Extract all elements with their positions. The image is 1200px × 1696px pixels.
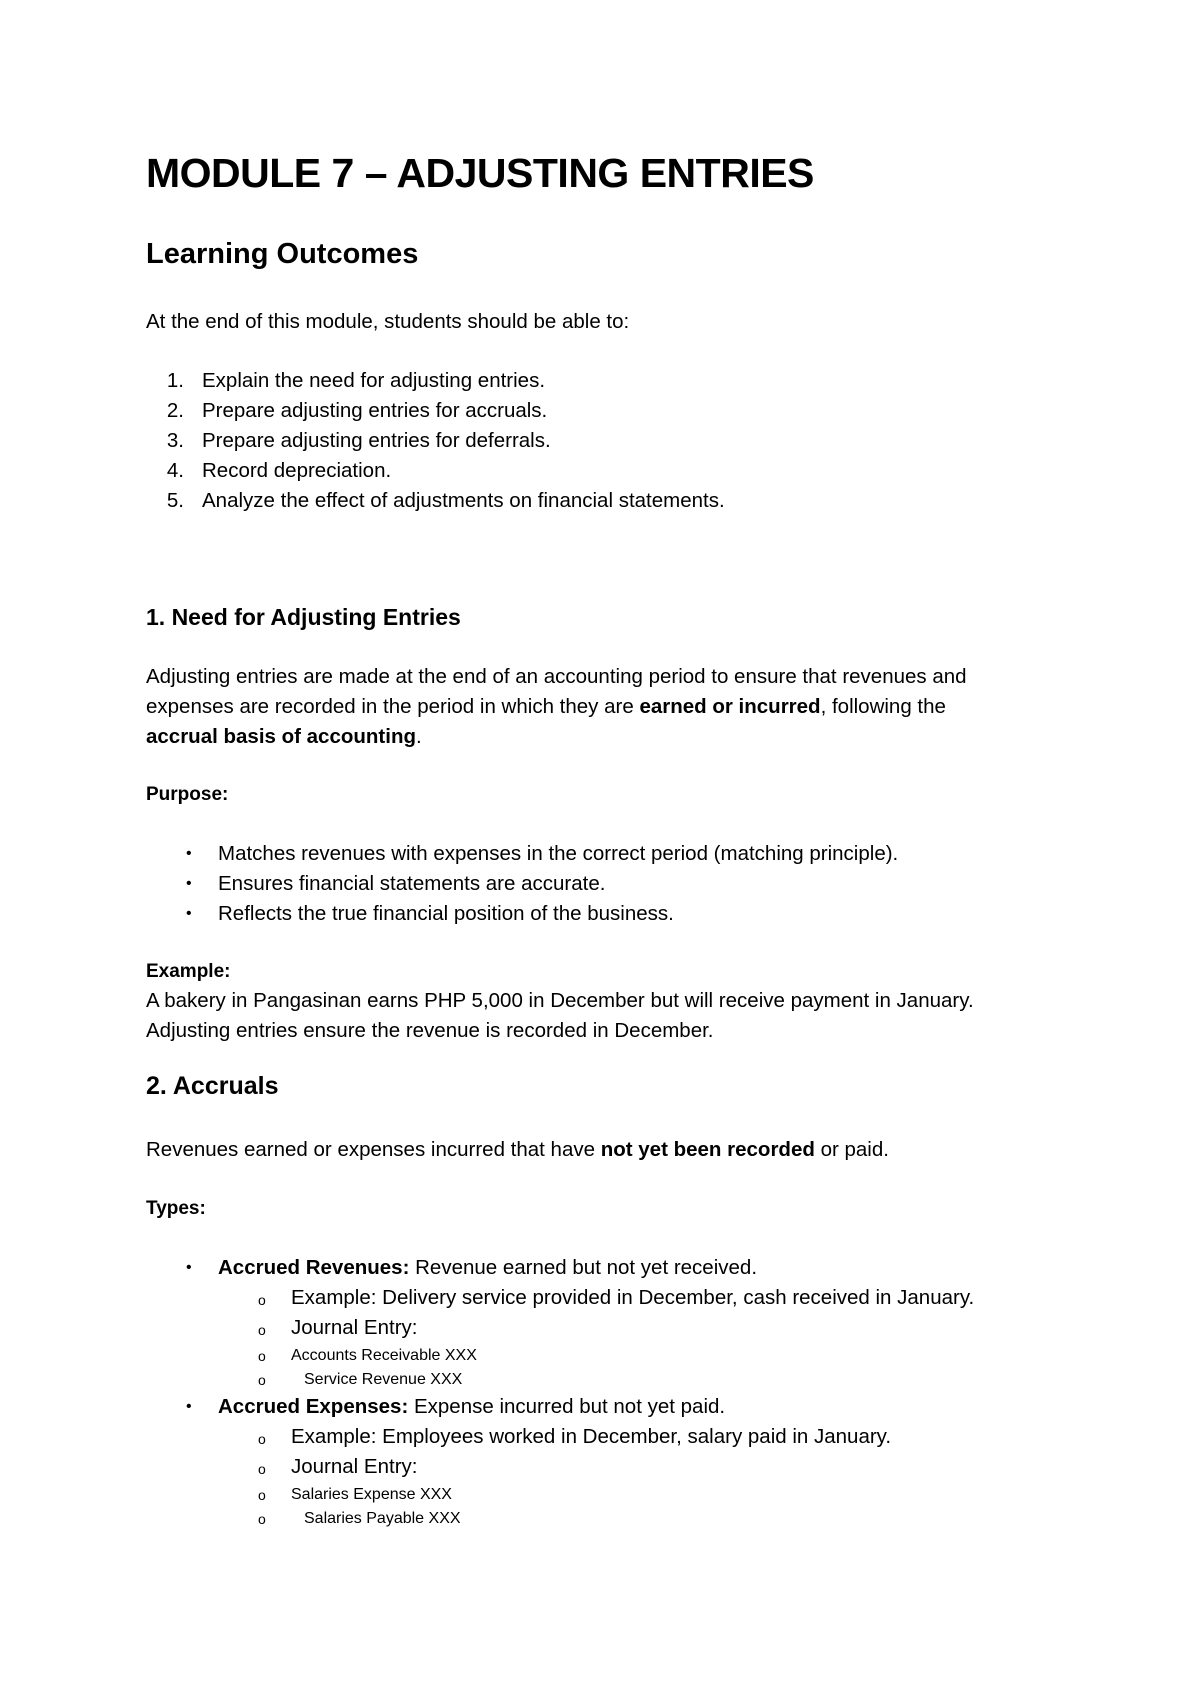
list-item: o Journal Entry: [146, 1452, 891, 1482]
bullet-icon: • [186, 1398, 192, 1415]
list-item: 2. Prepare adjusting entries for accruals. [166, 399, 548, 422]
accrued-expenses-entries [146, 1483, 461, 1531]
list-item: • Ensures financial statements are accurate. [146, 869, 1146, 899]
accrued-revenues-item: • Accrued Revenues: Revenue earned but not yet received. [146, 1253, 757, 1283]
circle-bullet-icon: o [258, 1431, 266, 1447]
circle-bullet-icon: o [258, 1292, 266, 1308]
purpose-list [146, 839, 1146, 929]
types-label: Types: [146, 1198, 206, 1219]
bullet-icon: • [186, 1259, 192, 1276]
circle-bullet-icon: o [258, 1348, 266, 1364]
outcomes-list [146, 366, 725, 516]
bullet-icon: • [186, 875, 192, 892]
section2-paragraph: Revenues earned or expenses incurred that have not yet been recorded or paid. [146, 1138, 889, 1161]
list-item: • Reflects the true financial position of the business. [146, 899, 1146, 929]
circle-bullet-icon: o [258, 1372, 266, 1388]
example-text: A bakery in Pangasinan earns PHP 5,000 in December but will receive payment in January. Adjusting entries ensure the revenue is recorded in December. [146, 989, 974, 1042]
list-item: o Example: Employees worked in December, salary paid in January. [146, 1422, 891, 1452]
learning-outcomes-heading: Learning Outcomes [146, 238, 419, 270]
section1-paragraph: Adjusting entries are made at the end of an accounting period to ensure that revenues and expenses are recorded in the period in which they are earned or incurred, following the accrual basis of accounting. [146, 665, 967, 748]
journal-line: o Service Revenue XXX [146, 1368, 477, 1392]
list-item: 4. Record depreciation. [166, 459, 392, 482]
section2-heading: 2. Accruals [146, 1072, 279, 1100]
list-item: • Matches revenues with expenses in the correct period (matching principle). [146, 839, 1146, 869]
journal-line: o Salaries Payable XXX [146, 1507, 461, 1531]
bullet-icon: • [186, 845, 192, 862]
list-item: o Example: Delivery service provided in December, cash received in January. [146, 1283, 974, 1313]
bullet-icon: • [186, 905, 192, 922]
list-item: 5. Analyze the effect of adjustments on financial statements. [166, 489, 725, 512]
circle-bullet-icon: o [258, 1322, 266, 1338]
circle-bullet-icon: o [258, 1461, 266, 1477]
accrued-revenues-subitems [146, 1283, 974, 1343]
circle-bullet-icon: o [258, 1511, 266, 1527]
journal-line: o Salaries Expense XXX [146, 1483, 461, 1507]
module-title: MODULE 7 – ADJUSTING ENTRIES [146, 150, 814, 196]
list-item: 1. Explain the need for adjusting entries. [166, 369, 546, 392]
journal-line: o Accounts Receivable XXX [146, 1344, 477, 1368]
list-item: o Journal Entry: [146, 1313, 974, 1343]
circle-bullet-icon: o [258, 1487, 266, 1503]
learning-outcomes-intro: At the end of this module, students should be able to: [146, 310, 630, 333]
purpose-label: Purpose: [146, 784, 229, 805]
list-item: 3. Prepare adjusting entries for deferrals. [166, 429, 551, 452]
accrued-revenues-entries [146, 1344, 477, 1392]
accrued-expenses-item: • Accrued Expenses: Expense incurred but not yet paid. [146, 1392, 725, 1422]
section1-heading: 1. Need for Adjusting Entries [146, 604, 461, 630]
accrued-expenses-subitems [146, 1422, 891, 1482]
example-label: Example: [146, 961, 231, 982]
